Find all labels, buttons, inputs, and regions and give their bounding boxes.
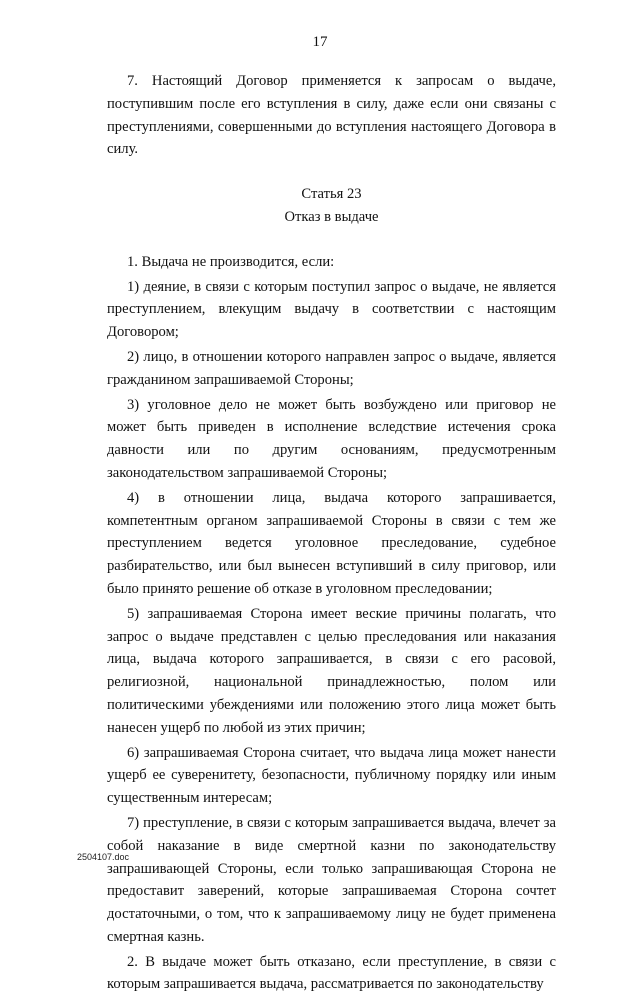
paragraph-item: 6) запрашиваемая Сторона считает, что выдача лица может нанести ущерб ее суверенитету, безопасности, публичному порядку или иным существенным интересам; [107, 744, 556, 807]
paragraph-item: 2. В выдаче может быть отказано, если преступление, в связи с которым запрашивается выдача, рассматривается по законодательству [107, 953, 556, 993]
document-body [107, 70, 556, 996]
paragraph-clause-7: 7. Настоящий Договор применяется к запросам о выдаче, поступившим после его вступления в силу, даже если они связаны с преступлениями, совершенными до вступления настоящего Договора в силу. [107, 73, 556, 158]
paragraph-item: 4) в отношении лица, выдача которого запрашивается, компетентным органом запрашиваемой Стороны в связи с тем же преступлением ведется уголовное преследование, судебное разбирательство, или был вынесен вступивший в силу приговор, или было принято решение об отказе в уголовном преследовании; [107, 489, 556, 597]
paragraph-item: 2) лицо, в отношении которого направлен запрос о выдаче, является гражданином запрашиваемой Стороны; [107, 348, 556, 388]
paragraph-item: 5) запрашиваемая Сторона имеет веские причины полагать, что запрос о выдаче представлен с целью преследования или наказания лица, выдача которого запрашивается, в связи с его расовой, религиозной, национальной принадлежностью, полом или политическими убеждениями или положению этого лица может быть нанесен ущерб по любой из этих причин; [107, 605, 556, 736]
paragraph-item: 1) деяние, в связи с которым поступил запрос о выдаче, не является преступлением, влекущим выдачу в соответствии с настоящим Договором; [107, 278, 556, 341]
paragraph-item: 3) уголовное дело не может быть возбуждено или приговор не может быть приведен в исполнение вследствие истечения срока давности или по другим основаниям, предусмотренным законодательством запрашиваемой Стороны; [107, 396, 556, 481]
article-number: Статья 23 [301, 186, 362, 203]
footer-filename: 2504107.doc [77, 852, 130, 862]
article-title: Отказ в выдаче [284, 208, 379, 225]
paragraph-item: 7) преступление, в связи с которым запрашивается выдача, влечет за собой наказание в виде смертной казни по законодательству запрашивающей Стороны, если только запрашивающая Сторона не предоставит заверений, которые запрашиваемая Сторона сочтет достаточными, о том, что к запрашиваемому лицу не будет применена смертная казнь. [107, 814, 556, 945]
article-heading [107, 183, 556, 229]
paragraph-item: 1. Выдача не производится, если: [127, 253, 335, 270]
page-number: 17 [312, 34, 328, 50]
